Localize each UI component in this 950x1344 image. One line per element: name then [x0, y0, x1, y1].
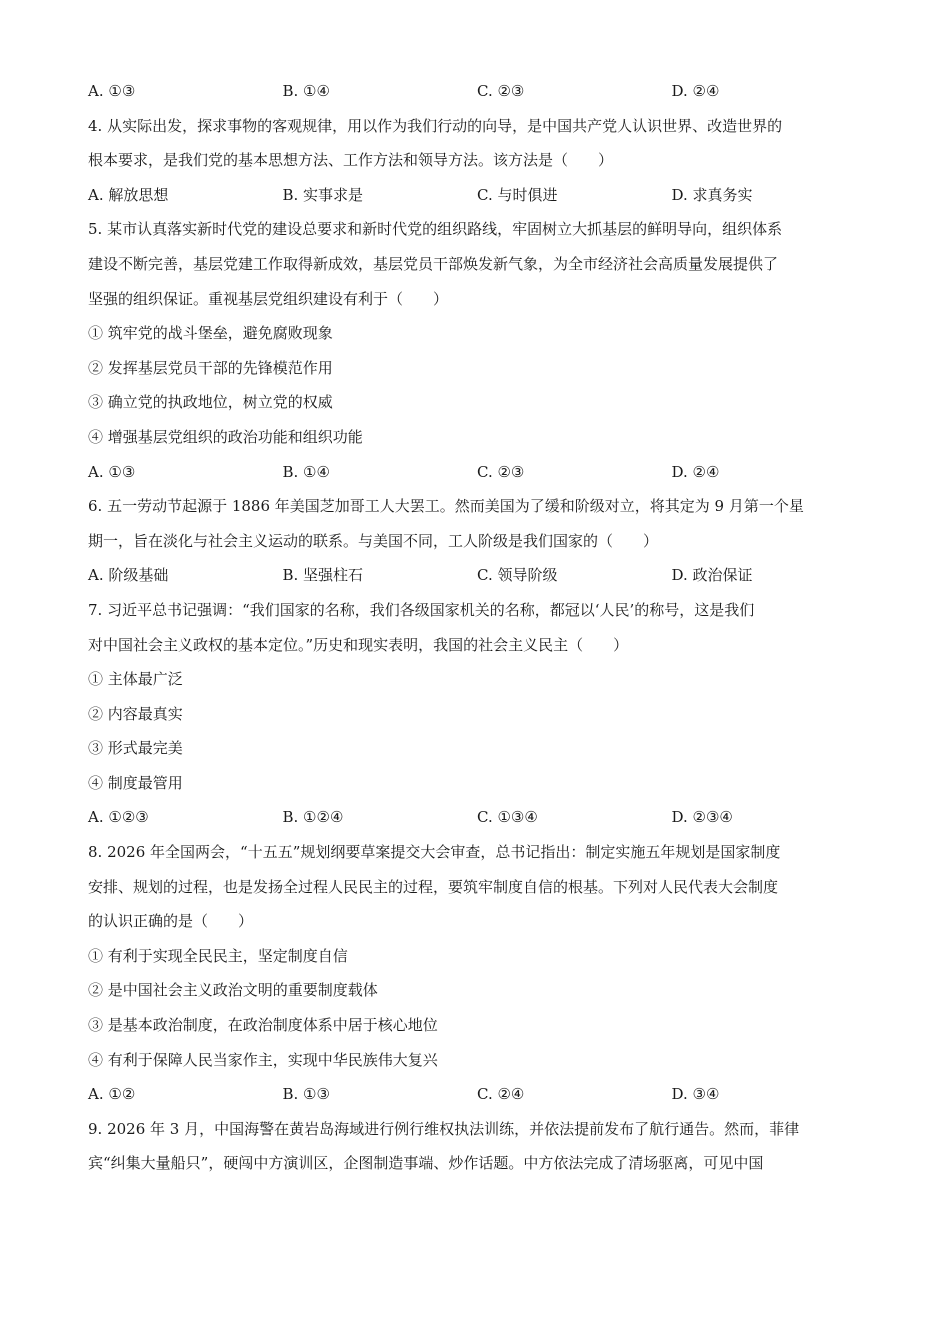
- question-text-line: 安排、规划的过程，也是发扬全过程人民民主的过程，要筑牢制度自信的根基。下列对人民代表大会制度: [88, 877, 779, 896]
- statement-item: ② 内容最真实: [88, 704, 183, 723]
- question-text-line: 对中国社会主义政权的基本定位。”历史和现实表明，我国的社会主义民主（ ）: [88, 635, 629, 654]
- option-a: A. 解放思想: [88, 185, 169, 204]
- question-text-line: 的认识正确的是（ ）: [88, 912, 254, 931]
- statement-item: ③ 确立党的执政地位，树立党的权威: [88, 393, 333, 412]
- option-c: C. ②③: [477, 462, 525, 481]
- question-text-line: 宾“纠集大量船只”，硬闯中方演训区，企图制造事端、炒作话题。中方依法完成了清场驱离，可见中国: [88, 1154, 764, 1173]
- question-text-line: 8. 2026 年全国两会，“十五五”规划纲要草案提交大会审查，总书记指出：制定实施五年规划是国家制度: [88, 843, 781, 862]
- option-c: C. ②④: [477, 1085, 525, 1104]
- question-8: [88, 835, 868, 1112]
- option-a: A. 阶级基础: [88, 566, 169, 585]
- option-d: D. ②③④: [671, 808, 733, 827]
- statement-item: ① 有利于实现全民民主，坚定制度自信: [88, 946, 348, 965]
- option-d: D. ②④: [671, 462, 720, 481]
- exam-page: [88, 74, 868, 1181]
- question-text-line: 4. 从实际出发，探求事物的客观规律，用以作为我们行动的向导，是中国共产党人认识世界、改造世界的: [88, 116, 783, 135]
- question-5: [88, 212, 868, 489]
- option-b: B. 实事求是: [282, 185, 364, 204]
- option-b: B. ①②④: [282, 808, 344, 827]
- option-d: D. 求真务实: [671, 185, 753, 204]
- option-a: A. ①②③: [88, 808, 149, 827]
- question-6: [88, 489, 868, 593]
- option-b: B. ①③: [282, 1085, 330, 1104]
- option-b: B. 坚强柱石: [282, 566, 364, 585]
- statement-item: ② 发挥基层党员干部的先锋模范作用: [88, 358, 333, 377]
- option-a: A. ①③: [88, 462, 136, 481]
- q7-options: [88, 800, 868, 835]
- question-text-line: 9. 2026 年 3 月，中国海警在黄岩岛海域进行例行维权执法训练，并依法提前发布了航行通告。然而，菲律: [88, 1119, 800, 1138]
- statement-item: ③ 是基本政治制度，在政治制度体系中居于核心地位: [88, 1016, 438, 1035]
- statement-item: ① 筑牢党的战斗堡垒，避免腐败现象: [88, 324, 333, 343]
- question-text-line: 建设不断完善，基层党建工作取得新成效，基层党员干部焕发新气象，为全市经济社会高质量发展提供了: [88, 254, 779, 273]
- option-c: C. 与时俱进: [477, 185, 558, 204]
- statement-item: ④ 有利于保障人民当家作主，实现中华民族伟大复兴: [88, 1050, 438, 1069]
- question-text-line: 根本要求，是我们党的基本思想方法、工作方法和领导方法。该方法是（ ）: [88, 151, 614, 170]
- statement-item: ④ 制度最管用: [88, 773, 183, 792]
- statement-item: ③ 形式最完美: [88, 739, 183, 758]
- question-7: [88, 593, 868, 835]
- q4-options: [88, 178, 868, 213]
- question-text-line: 5. 某市认真落实新时代党的建设总要求和新时代党的组织路线，牢固树立大抓基层的鲜明导向，组织体系: [88, 220, 783, 239]
- option-b: B. ①④: [282, 82, 330, 100]
- option-d: D. ③④: [671, 1085, 720, 1104]
- question-9: [88, 1112, 868, 1181]
- statement-item: ② 是中国社会主义政治文明的重要制度载体: [88, 981, 378, 1000]
- option-c: C. ①③④: [477, 808, 538, 827]
- question-text-line: 坚强的组织保证。重视基层党组织建设有利于（ ）: [88, 289, 449, 308]
- option-b: B. ①④: [282, 462, 330, 481]
- option-c: C. 领导阶级: [477, 566, 558, 585]
- option-d: D. ②④: [671, 82, 720, 100]
- question-4: [88, 109, 868, 213]
- statement-item: ④ 增强基层党组织的政治功能和组织功能: [88, 427, 363, 446]
- option-a: A. ①③: [88, 82, 136, 100]
- question-text-line: 期一，旨在淡化与社会主义运动的联系。与美国不同，工人阶级是我们国家的（ ）: [88, 531, 659, 550]
- q8-options: [88, 1077, 868, 1112]
- option-a: A. ①②: [88, 1085, 136, 1104]
- q5-options: [88, 455, 868, 490]
- question-text-line: 7. 习近平总书记强调：“我们国家的名称，我们各级国家机关的名称，都冠以‘人民’的称号，这是我们: [88, 600, 755, 619]
- q3-options: [88, 74, 868, 109]
- q6-options: [88, 558, 868, 593]
- question-text-line: 6. 五一劳动节起源于 1886 年美国芝加哥工人大罢工。然而美国为了缓和阶级对立，将其定为 9 月第一个星: [88, 497, 804, 516]
- option-c: C. ②③: [477, 82, 525, 100]
- statement-item: ① 主体最广泛: [88, 670, 183, 689]
- option-d: D. 政治保证: [671, 566, 753, 585]
